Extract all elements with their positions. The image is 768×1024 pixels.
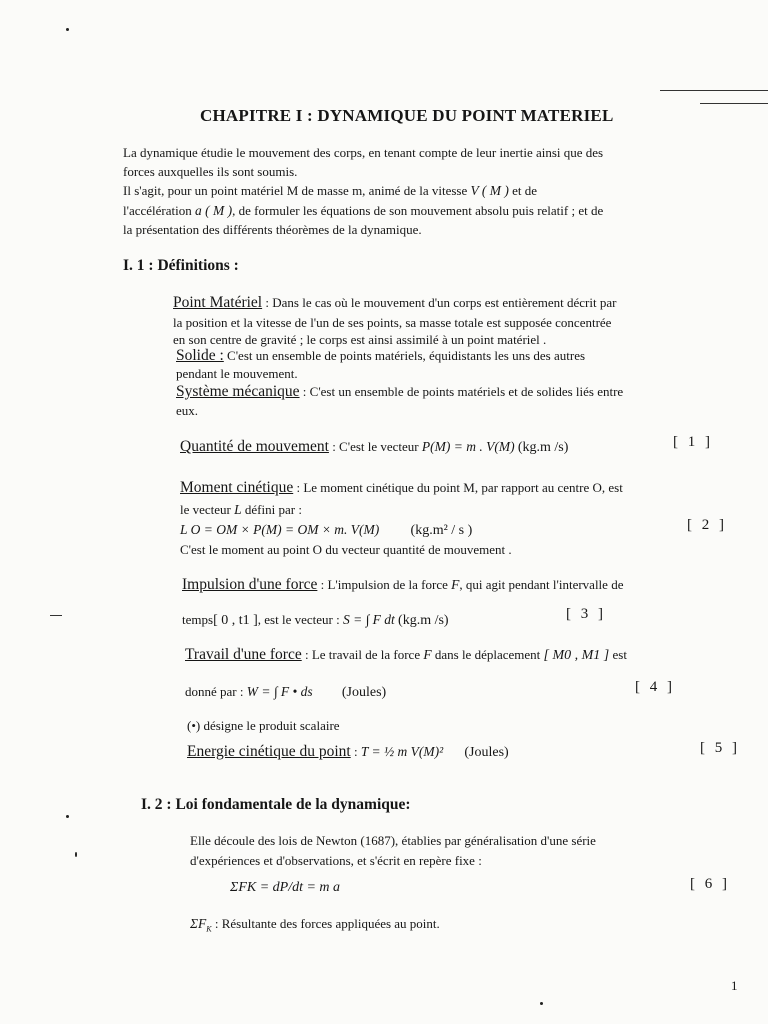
vector-F: F	[423, 647, 432, 662]
page-number: 1	[731, 978, 738, 993]
intro-text: , de formuler les équations de son mouvement absolu puis relatif ; et de	[232, 203, 604, 218]
def-moment	[180, 478, 623, 497]
scan-artifact-line	[700, 103, 768, 104]
def-text: C'est un ensemble de points matériels, équidistants les uns des autres	[223, 348, 586, 363]
scan-speck	[66, 28, 69, 31]
def-moment-3: C'est le moment au point O du vecteur quantité de mouvement .	[180, 542, 512, 557]
formula-energie: T = ½ m V(M)²	[360, 744, 444, 759]
def-systeme	[176, 382, 623, 401]
eq-number-2: [ 2 ]	[687, 517, 727, 533]
section-heading-loi-fondamentale: I. 2 : Loi fondamentale de la dynamique:	[141, 796, 411, 813]
def-solide	[176, 346, 585, 365]
loi-line-2: d'expériences et d'observations, et s'écrit en repère fixe :	[190, 853, 482, 868]
eq-number-4: [ 4 ]	[635, 679, 675, 695]
formula-quantite: P(M) = m . V(M)	[421, 439, 515, 454]
def-impulsion-2	[182, 610, 449, 630]
term-solide: Solide :	[176, 347, 224, 364]
formula-impulsion: S = ∫ F dt	[342, 612, 395, 627]
def-point-materiel-3: en son centre de gravité ; le corps est ainsi assimilé à un point matériel .	[173, 332, 547, 347]
note-produit-scalaire: (•) désigne le produit scalaire	[187, 718, 340, 733]
unit-quantite: (kg.m /s)	[517, 440, 569, 455]
def-moment-2	[180, 500, 302, 519]
vector-L: L	[234, 502, 242, 517]
sum-forces-symbol: $\Sigma F_K$	[190, 916, 212, 934]
intro-text: Il s'agit, pour un point matériel M de masse m, animé de la vitesse	[123, 183, 468, 198]
eq-number-1: [ 1 ]	[673, 434, 713, 450]
interval-time: [ 0 , t1 ]	[213, 613, 258, 628]
term-energie: Energie cinétique du point	[187, 743, 351, 760]
def-text: : Le travail de la force	[301, 647, 421, 662]
unit-energie: (Joules)	[464, 745, 509, 760]
unit-moment: (kg.m² / s )	[410, 523, 473, 538]
def-quantite	[180, 437, 568, 457]
term-moment: Moment cinétique	[180, 479, 294, 496]
def-point-materiel	[173, 293, 616, 312]
def-travail-2	[185, 682, 386, 702]
term-impulsion: Impulsion d'une force	[182, 576, 318, 593]
def-text: temps	[182, 612, 214, 627]
page-title: CHAPITRE I : DYNAMIQUE DU POINT MATERIEL	[200, 106, 614, 125]
intro-line-5: la présentation des différents théorèmes de la dynamique.	[123, 222, 422, 237]
interval-displacement: [ M0 , M1 ]	[543, 648, 610, 663]
intro-text: et de	[512, 183, 538, 198]
term-travail: Travail d'une force	[185, 646, 302, 663]
def-text: le vecteur	[180, 502, 231, 517]
def-text: : Résultante des forces appliquées au point.	[211, 916, 440, 931]
formula-loi: ΣFK = dP/dt = m a	[230, 880, 341, 895]
def-text: est	[612, 647, 627, 662]
vector-F: F	[451, 577, 460, 592]
eq-number-5: [ 5 ]	[700, 740, 740, 756]
def-travail	[185, 645, 627, 665]
def-text: : Le moment cinétique du point M, par rapport au centre O, est	[293, 480, 623, 495]
scan-artifact-line	[50, 615, 62, 616]
scan-speck	[75, 852, 77, 857]
intro-line-4	[123, 201, 603, 220]
def-text: donné par :	[185, 684, 244, 699]
def-impulsion	[182, 575, 623, 594]
unit-travail: (Joules)	[341, 685, 387, 700]
scan-artifact-line	[660, 90, 768, 91]
intro-line-2: forces auxquelles ils sont soumis.	[123, 164, 298, 179]
scan-speck	[540, 1002, 543, 1005]
eq-number-3: [ 3 ]	[566, 606, 606, 622]
loi-line-1: Elle découle des lois de Newton (1687), établies par généralisation d'une série	[190, 833, 596, 848]
def-text: :	[350, 744, 358, 759]
acceleration-symbol: a ( M )	[195, 203, 233, 218]
velocity-symbol: V ( M )	[470, 183, 509, 198]
formula-moment-row	[180, 520, 472, 540]
scan-speck	[66, 815, 69, 818]
unit-impulsion: (kg.m /s)	[398, 613, 449, 628]
def-point-materiel-2: la position et la vitesse de l'un de ses points, sa masse totale est supposée concentrée	[173, 315, 612, 330]
def-text: : C'est le vecteur	[328, 439, 419, 454]
def-solide-2: pendant le mouvement.	[176, 366, 298, 381]
section-heading-definitions: I. 1 : Définitions :	[123, 257, 239, 274]
def-text: , est le vecteur :	[257, 612, 340, 627]
intro-text: l'accélération	[123, 203, 192, 218]
loi-legend	[190, 914, 440, 939]
def-text: : C'est un ensemble de points matériels et de solides liés entre	[299, 384, 624, 399]
def-text: défini par :	[244, 502, 302, 517]
def-text: , qui agit pendant l'intervalle de	[459, 577, 624, 592]
eq-number-6: [ 6 ]	[690, 876, 730, 892]
def-text: : Dans le cas où le mouvement d'un corps est entièrement décrit par	[262, 295, 617, 310]
formula-travail: W = ∫ F • ds	[246, 684, 313, 699]
term-point-materiel: Point Matériel	[173, 294, 263, 311]
def-systeme-2: eux.	[176, 403, 199, 418]
def-text: dans le déplacement	[434, 647, 541, 662]
intro-line-1: La dynamique étudie le mouvement des corps, en tenant compte de leur inertie ainsi que des	[123, 145, 604, 160]
formula-moment: L O = OM × P(M) = OM × m. V(M)	[180, 522, 380, 537]
intro-line-3	[123, 181, 537, 200]
term-systeme: Système mécanique	[176, 383, 300, 400]
def-energie	[187, 742, 509, 762]
term-quantite: Quantité de mouvement	[180, 438, 329, 455]
def-text: : L'impulsion de la force	[317, 577, 448, 592]
